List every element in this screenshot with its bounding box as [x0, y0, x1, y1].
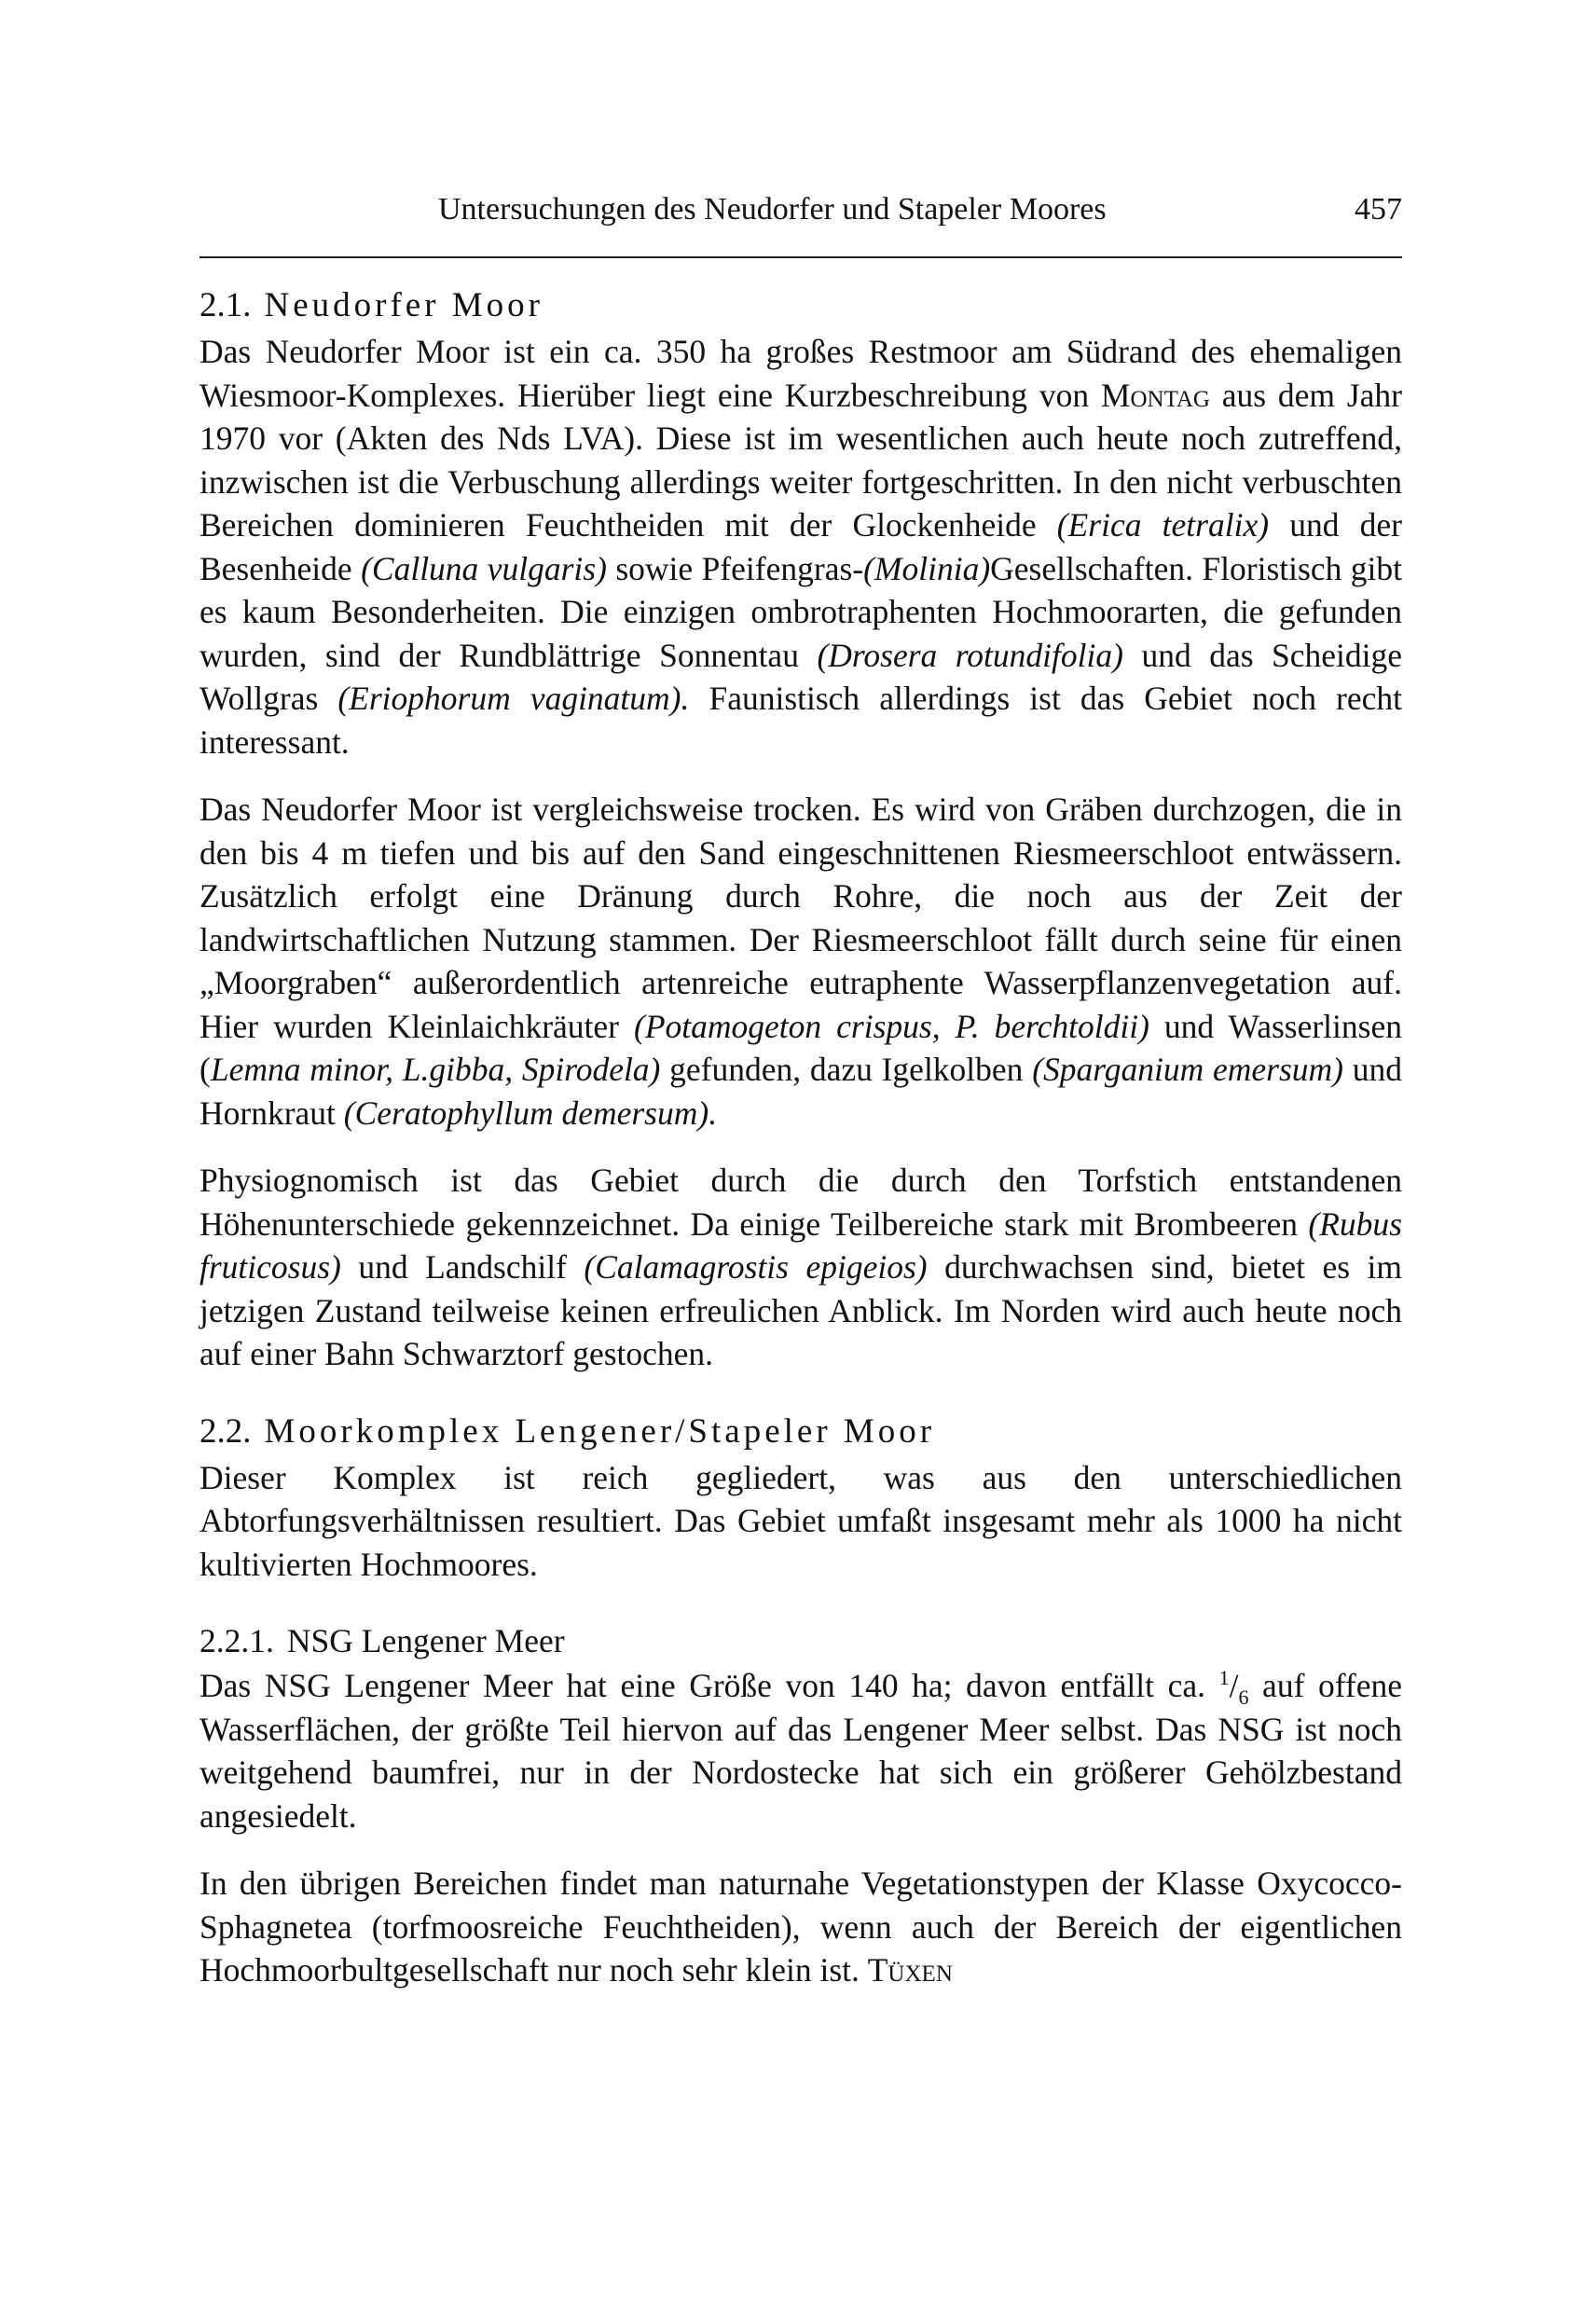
section-title: Moorkomplex Lengener/Stapeler Moor: [264, 1411, 936, 1451]
text-run: und Landschilf: [340, 1248, 585, 1286]
text-column: [200, 282, 1402, 1992]
section-number: 2.1.: [200, 286, 252, 324]
header-rule: [200, 256, 1402, 258]
running-head: [200, 192, 1402, 239]
page-number: 457: [1355, 192, 1402, 227]
text-run: Das Neudorfer Moor ist ein ca. 350 ha großes Restmoor am Südrand des ehemaligen Wiesmoor-Komplexes. Hierüber liegt eine Kurzbeschreibung von: [200, 333, 1402, 414]
text-run: Faunistisch allerdings ist das Gebiet noch recht interessant.: [200, 680, 1402, 761]
paragraph: Dieser Komplex ist reich gegliedert, was aus den unterschiedlichen Abtorfungsverhältnissen resultiert. Das Gebiet umfaßt insgesamt mehr als 1000 ha nicht kultivierten Hochmoores.: [200, 1458, 1402, 1583]
paragraph-gap: [200, 1837, 1402, 1862]
subsection-heading-2-2-1: [200, 1617, 1402, 1664]
paragraph-gap: [200, 1135, 1402, 1159]
section-number: 2.2.: [200, 1411, 252, 1451]
fraction-denominator: 6: [1238, 1686, 1249, 1710]
text-run: Physiognomisch ist das Gebiet durch die durch den Torfstich entstandenen Höhenunterschiede gekennzeichnet. Da einige Teilbereiche stark mit Brombeeren: [200, 1162, 1402, 1243]
species-name: (Drosera rotundifolia): [817, 636, 1123, 674]
species-name: (Calamagrostis epigeios): [584, 1248, 928, 1286]
author-name: Tüxen: [867, 1951, 953, 1989]
text-run: In den übrigen Bereichen findet man naturnahe Vegetationstypen der Klasse Oxycocco-Sphagnetea (torfmoosreiche Feuchtheiden), wenn auch der Bereich der eigentlichen Hochmoorbultgesellschaft nur noch sehr klein ist.: [200, 1865, 1402, 1989]
paragraph-gap: [200, 764, 1402, 788]
species-name: (Rubus fruticosus): [200, 1204, 1402, 1286]
section-gap: [200, 1586, 1402, 1617]
paragraph: Das NSG Lengener Meer hat eine Größe von 140 ha; davon entfällt ca. $^1/_6$ auf offene Wasserflächen, der größte Teil hiervon auf das Lengener Meer selbst. Das NSG ist noch weitgehend baumfrei, nur in der Nordostecke hat sich ein größerer Gehölzbestand angesiedelt.: [200, 1666, 1402, 1835]
text-run: aus dem Jahr 1970 vor (Akten des Nds LVA). Diese ist im wesentlichen auch heute noch zutreffend, inzwischen ist die Verbuschung allerdings weiter fortgeschritten. In den nicht verbuschten Bereichen dominieren Feuchtheiden mit der Glockenheide: [200, 376, 1403, 544]
text-run: und Wasserlinsen (: [200, 1007, 1402, 1088]
paragraph: [200, 1159, 1402, 1376]
section-title: Neudorfer Moor: [264, 286, 543, 324]
species-name: (Molinia): [863, 549, 991, 587]
species-name: (Eriophorum vaginatum).: [337, 680, 690, 717]
species-name: (Sparganium emersum): [1032, 1051, 1343, 1088]
section-heading-2-1: [200, 282, 1402, 330]
text-run: Gesellschaften. Floristisch gibt es kaum Besonderheiten. Die einzigen ombrotraphenten Hochmoorarten, die gefunden wurden, sind der Rundblättrige Sonnentau: [200, 549, 1402, 674]
text-run: gefunden, dazu Igelkolben: [660, 1051, 1033, 1088]
species-name: (Erica tetralix): [1056, 506, 1270, 544]
subsection-number: 2.2.1.: [200, 1622, 274, 1659]
species-name: (Calluna vulgaris): [361, 549, 607, 587]
subsection-title: NSG Lengener Meer: [286, 1622, 565, 1659]
paragraph: [200, 1862, 1402, 1992]
text-run: und der Besenheide: [200, 506, 1402, 587]
section-gap: [200, 1376, 1402, 1408]
text-run: auf offene Wasserflächen, der größte Teil hiervon auf das Lengener Meer selbst. Das NSG ist noch weitgehend baumfrei, nur in der Nordostecke hat sich ein größerer Gehölzbestand angesiedelt.: [200, 1667, 1402, 1835]
text-run: Das Neudorfer Moor ist vergleichsweise trocken. Es wird von Gräben durchzogen, die in den bis 4 m tiefen und bis auf den Sand eingeschnittenen Riesmeerschloot entwässern. Zusätzlich erfolgt eine Dränung durch Rohre, die noch aus der Zeit der landwirtschaftlichen Nutzung stammen. Der Riesmeerschloot fällt durch seine für einen „Moorgraben“ außerordentlich artenreiche eutraphente Wasserpflanzenvegetation auf. Hier wurden Kleinlaichkräuter: [200, 791, 1402, 1045]
text-run: sowie Pfeifengras-: [606, 549, 864, 587]
running-head-title: Untersuchungen des Neudorfer und Stapeler Moores: [438, 192, 1107, 227]
paragraph: [200, 330, 1402, 764]
fraction-numerator: 1: [1218, 1666, 1230, 1690]
species-name: (Ceratophyllum demersum).: [343, 1094, 718, 1132]
section-heading-2-2: [200, 1408, 1402, 1456]
species-name: (Potamogeton crispus, P. berchtoldii): [634, 1007, 1149, 1045]
text-run: und Hornkraut: [200, 1051, 1402, 1132]
author-name: Montag: [1100, 376, 1210, 414]
text-run: durchwachsen sind, bietet es im jetzigen Zustand teilweise keinen erfreulichen Anblick. Im Norden wird auch heute noch auf einer Bahn Schwarztorf gestochen.: [200, 1248, 1402, 1372]
species-name: Lemna minor, L.gibba, Spirodela): [210, 1051, 661, 1088]
text-run: und das Scheidige Wollgras: [200, 636, 1403, 717]
paragraph: [200, 788, 1402, 1135]
text-run: Das NSG Lengener Meer hat eine Größe von 140 ha; davon entfällt ca.: [200, 1667, 1219, 1704]
